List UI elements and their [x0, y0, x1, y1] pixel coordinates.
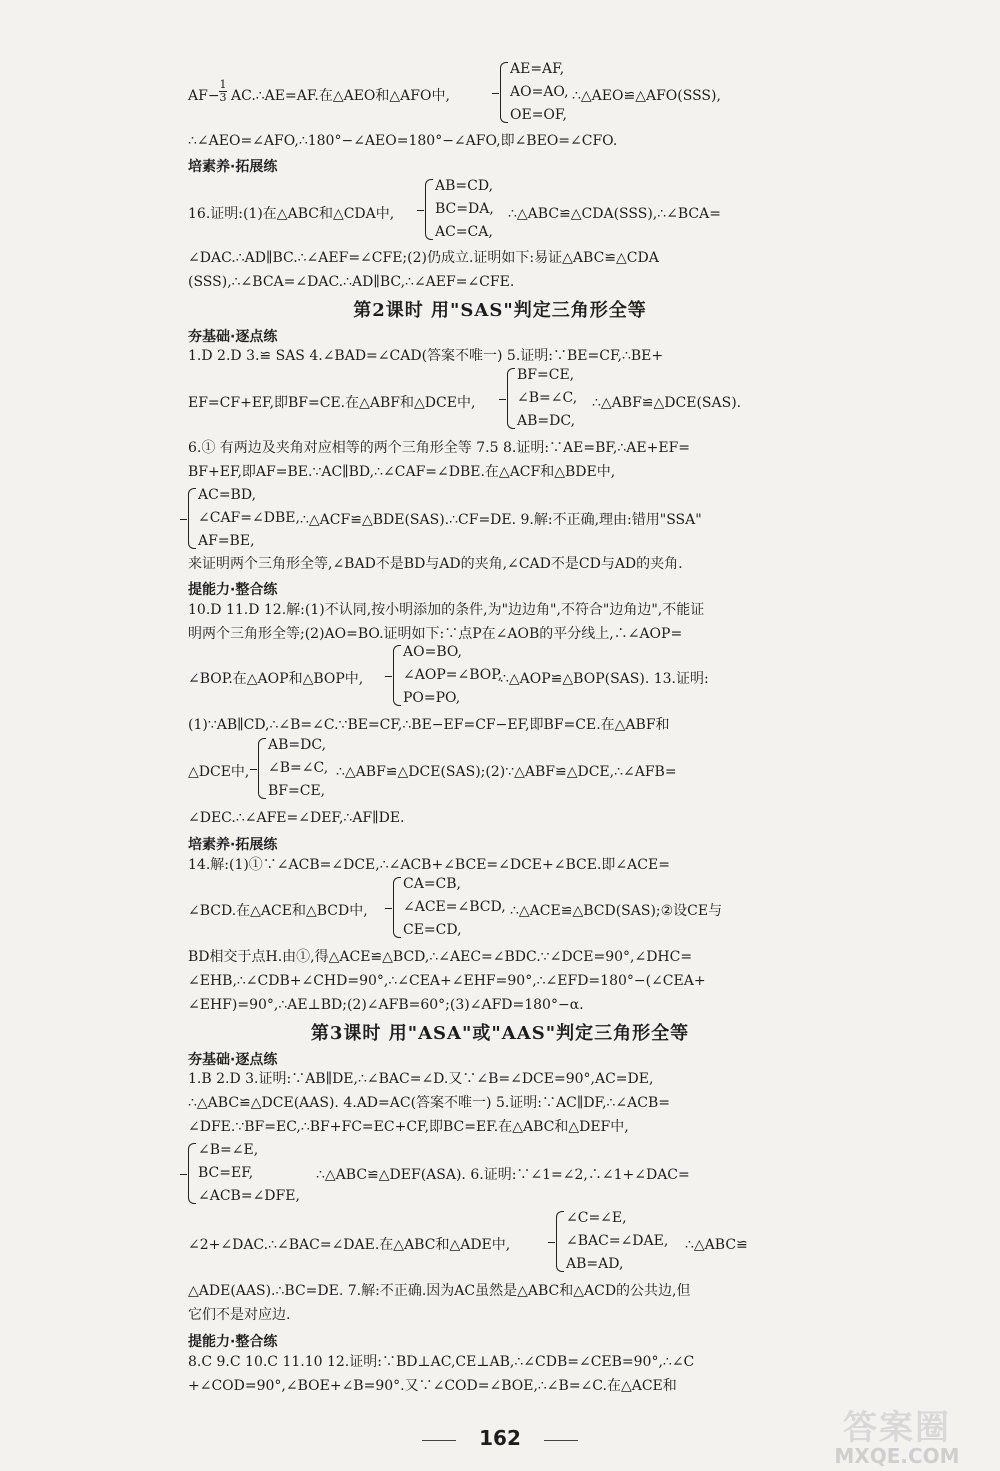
- text-line: ∴∠AEO=∠AFO,∴180°−∠AEO=180°−∠AFO,即∠BEO=∠CFO.: [188, 133, 618, 149]
- text-line: (SSS),∴∠BCA=∠DAC.∴AD∥BC,∴∠AEF=∠CFE.: [188, 274, 515, 290]
- page-number: 162: [479, 1426, 521, 1450]
- equation-system: ∠C=∠E, ∠BAC=∠DAE, AB=AD,: [556, 1207, 668, 1276]
- text-line: ∴△AOP≌△BOP(SAS). 13.证明:: [500, 671, 709, 687]
- text-line: AF−: [188, 88, 220, 104]
- equation-system: AC=BD, ∠CAF=∠DBE, AF=BE,: [188, 484, 300, 553]
- text-line: 8.C 9.C 10.C 11.10 12.证明:∵BD⊥AC,CE⊥AB,∴∠CDB=∠CEB=90°,∴∠C: [188, 1354, 695, 1370]
- section-label: 培素养·拓展练: [188, 837, 278, 853]
- text-line: BD相交于点H.由①,得△ACE≌△BCD,∴∠AEC=∠BDC.∵∠DCE=90°,∠DHC=: [188, 949, 693, 965]
- equation-system: AO=BO, ∠AOP=∠BOP, PO=PO,: [393, 641, 502, 710]
- text-line: ∠EHB,∴∠CDB+∠CHD=90°,∴∠CEA+∠EHF=90°,∴∠EFD=180°−(∠CEA+: [188, 973, 706, 989]
- equation-system: AE=AF, AO=AO, OE=OF,: [500, 58, 569, 127]
- text-line: 6.① 有两边及夹角对应相等的两个三角形全等 7.5 8.证明:∵AE=BF,∴AE+EF=: [188, 440, 691, 456]
- text-line: ∠EHF)=90°,∴AE⊥BD;(2)∠AFB=60°;(3)∠AFD=180°−α.: [188, 997, 584, 1013]
- section-label: 夯基础·逐点练: [188, 1052, 278, 1068]
- page-number-dash: [544, 1440, 578, 1441]
- section-label: 培素养·拓展练: [188, 159, 278, 175]
- lesson-heading: 第2课时 用"SAS"判定三角形全等: [353, 300, 647, 321]
- text-line: ∴△ABF≌△DCE(SAS);(2)∵△ABF≌△DCE,∴∠AFB=: [336, 764, 677, 780]
- text-line: BF+EF,即AF=BE.∵AC∥BD,∴∠CAF=∠DBE.在△ACF和△BDE中,: [188, 464, 616, 480]
- text-line: ∠DFE.∵BF=EC,∴BF+FC=EC+CF,即BC=EF.在△ABC和△DEF中,: [188, 1119, 629, 1135]
- text-line: ∠BCD.在△ACE和△BCD中,: [188, 903, 368, 919]
- fraction: $\frac{1}{3}$: [219, 78, 227, 104]
- section-label: 提能力·整合练: [188, 582, 278, 598]
- text-line: ∴△ACF≌△BDE(SAS).∴CF=DE. 9.解:不正确,理由:错用"SSA": [300, 512, 702, 528]
- text-line: ∠DEC.∴∠AFE=∠DEF,∴AF∥DE.: [188, 810, 405, 826]
- equation-system: AB=CD, BC=DA, AC=CA,: [425, 175, 494, 244]
- text-line: ∴△ABC≌△CDA(SSS),∴∠BCA=: [508, 206, 721, 222]
- section-label: 提能力·整合练: [188, 1334, 278, 1350]
- equation-system: BF=CE, ∠B=∠C, AB=DC,: [507, 364, 577, 433]
- text-line: ∴△ABF≌△DCE(SAS).: [592, 395, 742, 411]
- section-label: 夯基础·逐点练: [188, 329, 278, 345]
- equation-system: AB=DC, ∠B=∠C, BF=CE,: [258, 734, 328, 803]
- text-line: +∠COD=90°,∠BOE+∠B=90°.又∵∠COD=∠BOE,∴∠B=∠C.在△ACE和: [188, 1378, 677, 1394]
- text-line: 1.D 2.D 3.≌ SAS 4.∠BAD=∠CAD(答案不唯一) 5.证明:∵BE=CF,∴BE+: [188, 348, 664, 364]
- text-line: △DCE中,: [188, 764, 250, 780]
- text-line: 明两个三角形全等;(2)AO=BO.证明如下:∵点P在∠AOB的平分线上,∴∠AOP=: [188, 626, 683, 642]
- text-line: 1.B 2.D 3.证明:∵AB∥DE,∴∠BAC=∠D.又∵∠B=∠DCE=90°,AC=DE,: [188, 1071, 654, 1087]
- text-line: ∴△ACE≌△BCD(SAS);②设CE与: [510, 903, 723, 919]
- watermark-logo: 答案圈 MXQE.COM: [834, 1408, 960, 1468]
- text-line: EF=CF+EF,即BF=CE.在△ABF和△DCE中,: [188, 395, 476, 411]
- lesson-heading: 第3课时 用"ASA"或"AAS"判定三角形全等: [310, 1023, 690, 1044]
- text-line: ∠BOP.在△AOP和△BOP中,: [188, 671, 364, 687]
- text-line: 它们不是对应边.: [188, 1307, 291, 1323]
- text-line: 14.解:(1)①∵∠ACB=∠DCE,∴∠ACB+∠BCE=∠DCE+∠BCE.即∠ACE=: [188, 857, 670, 873]
- text-line: (1)∵AB∥CD,∴∠B=∠C.∵BE=CF,∴BE−EF=CF−EF,即BF=CE.在△ABF和: [188, 717, 670, 733]
- text-line: ∴△AEO≌△AFO(SSS),: [572, 88, 721, 104]
- text-line: ∠DAC.∴AD∥BC.∴∠AEF=∠CFE;(2)仍成立.证明如下:易证△ABC≌△CDA: [188, 250, 659, 266]
- equation-system: ∠B=∠E, BC=EF, ∠ACB=∠DFE,: [188, 1139, 300, 1208]
- text-line: 16.证明:(1)在△ABC和△CDA中,: [188, 206, 395, 222]
- text-line: 来证明两个三角形全等,∠BAD不是BD与AD的夹角,∠CAD不是CD与AD的夹角.: [188, 556, 683, 572]
- text-line: AC.∴AE=AF.在△AEO和△AFO中,: [231, 88, 450, 104]
- equation-system: CA=CB, ∠ACE=∠BCD, CE=CD,: [393, 873, 506, 942]
- text-line: ∠2+∠DAC.∴∠BAC=∠DAE.在△ABC和△ADE中,: [188, 1237, 511, 1253]
- text-line: ∴△ABC≌△DCE(AAS). 4.AD=AC(答案不唯一) 5.证明:∵AC∥DF,∴∠ACB=: [188, 1095, 671, 1111]
- text-line: △ADE(AAS).∴BC=DE. 7.解:不正确.因为AC虽然是△ABC和△ACD的公共边,但: [188, 1283, 691, 1299]
- text-line: 10.D 11.D 12.解:(1)不认同,按小明添加的条件,为"边边角",不符合"边角边",不能证: [188, 602, 705, 618]
- text-line: ∴△ABC≌△DEF(ASA). 6.证明:∵∠1=∠2,∴∠1+∠DAC=: [316, 1167, 690, 1183]
- text-line: ∴△ABC≌: [685, 1237, 748, 1253]
